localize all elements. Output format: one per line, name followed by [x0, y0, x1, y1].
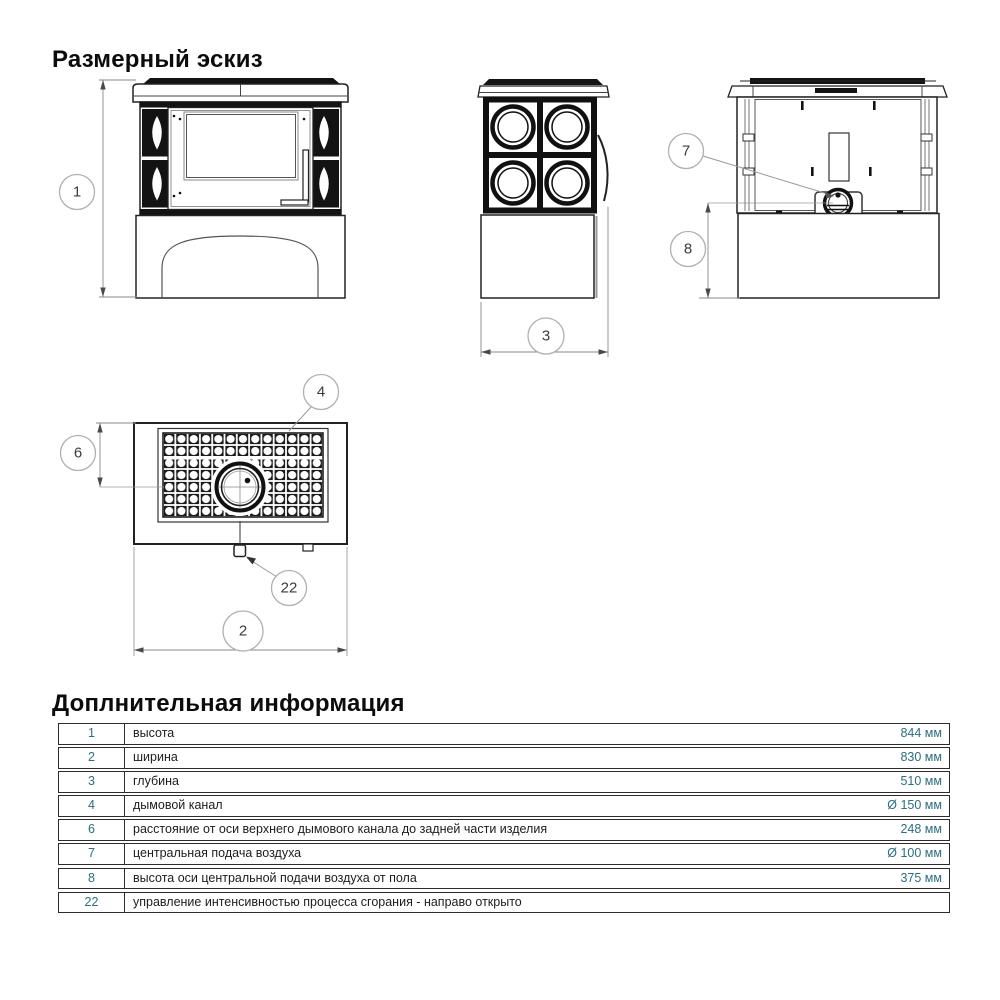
callout-2-width	[223, 611, 263, 651]
row-description: расстояние от оси верхнего дымового канала до задней части изделия	[133, 822, 548, 837]
callout-7-central-air	[669, 134, 704, 169]
row-value: 375 мм	[900, 870, 942, 885]
row-description: глубина	[133, 774, 179, 789]
info-table	[58, 723, 950, 916]
callout-8-label: 8	[683, 240, 693, 258]
smoke-channel	[211, 458, 269, 516]
row-value: 510 мм	[900, 774, 942, 789]
row-number: 4	[59, 796, 125, 816]
table-row	[58, 723, 950, 745]
table-row	[58, 819, 950, 841]
row-number: 3	[59, 772, 125, 792]
callout-4-label: 4	[316, 383, 326, 401]
section-title-additional-info: Доплнительная информация	[52, 690, 405, 717]
callout-2-label: 2	[238, 622, 248, 640]
row-description: высота	[133, 726, 175, 740]
callout-22-combustion-control	[272, 571, 307, 606]
row-number: 7	[59, 844, 125, 864]
row-value: Ø 100 мм	[887, 846, 942, 861]
callout-3-depth	[528, 318, 564, 354]
side-view	[478, 79, 609, 357]
callout-6-flue-offset	[61, 436, 96, 471]
row-number: 6	[59, 820, 125, 840]
table-row	[58, 771, 950, 793]
row-value	[942, 893, 949, 913]
row-description: центральная подача воздуха	[133, 846, 302, 861]
callout-8-air-height	[671, 232, 706, 267]
combustion-control-knob	[234, 545, 246, 557]
section-title-dimensional-sketch: Размерный эскиз	[52, 46, 263, 73]
top-view	[61, 375, 348, 657]
row-description: ширина	[133, 750, 178, 765]
table-row	[58, 843, 950, 865]
row-number: 2	[59, 748, 125, 768]
table-row	[58, 868, 950, 890]
table-row	[58, 795, 950, 817]
row-description: высота оси центральной подачи воздуха от пола	[133, 870, 417, 885]
callout-7-label: 7	[681, 142, 691, 160]
back-view	[669, 78, 948, 298]
callout-4-smoke-channel	[304, 375, 339, 410]
row-description: дымовой канал	[133, 798, 223, 813]
callout-22-label: 22	[280, 579, 298, 597]
callout-6-label: 6	[73, 444, 83, 462]
callout-1-label: 1	[72, 183, 82, 201]
table-row	[58, 892, 950, 914]
front-view	[60, 78, 349, 298]
row-value: 844 мм	[900, 726, 942, 740]
table-row	[58, 747, 950, 769]
callout-3-label: 3	[541, 327, 551, 345]
dimension-height	[99, 80, 137, 297]
row-number: 1	[59, 724, 125, 744]
row-value: Ø 150 мм	[887, 798, 942, 813]
callout-1-height	[60, 175, 95, 210]
row-value: 248 мм	[900, 822, 942, 837]
row-number: 22	[59, 893, 125, 913]
row-number: 8	[59, 869, 125, 889]
row-value: 830 мм	[900, 750, 942, 765]
row-description: управление интенсивностью процесса сгорания - направо открыто	[133, 894, 522, 909]
